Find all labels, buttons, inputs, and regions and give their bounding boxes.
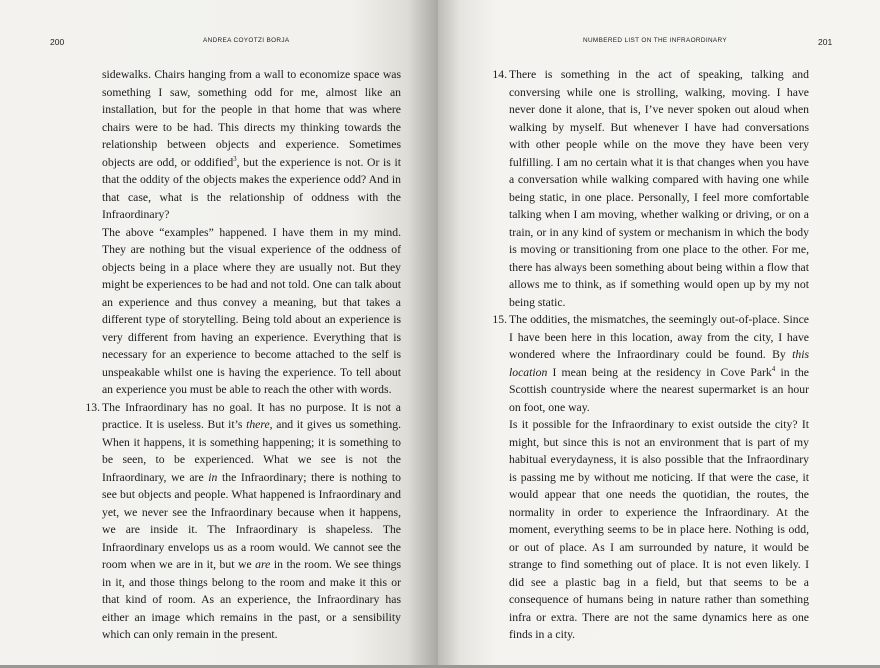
right-page-number: 201 <box>818 37 833 47</box>
list-item-14 <box>492 66 809 311</box>
right-page-body <box>492 66 809 644</box>
left-running-head: ANDREA COYOTZI BORJA <box>203 37 290 44</box>
list-number-15: 15. <box>492 313 507 326</box>
list-item-15 <box>492 311 809 644</box>
list-number-13: 13. <box>85 400 100 414</box>
footnote-ref-4: 4 <box>771 364 776 373</box>
list-item-15-paragraph-2: Is it possible for the Infraordinary to exist outside the city? It might, but since this is not an environment that is part of my habitual everydayness, it is also possible that the Infraordinary is passing me by without me noticing. If that were the case, it would appear that one needs the quotidian, the routes, the normality in order to experience the Infraordinary. At the moment, everything seems to be in place here. Nothing is odd, or out of place. As I am surrounded by nature, it would be strange to find something out of place. It is not even likely. I did see a plastic bag in a field, but that seems to be a consequence of humans being in nature rather than something infra or extra. There are not the same dynamics here as one finds in a city. <box>509 418 809 641</box>
left-page <box>0 0 438 668</box>
footnote-ref-3: 3 <box>233 154 237 163</box>
list-number-14: 14. <box>492 68 507 81</box>
paragraph-examples: The above “examples” happened. I have them in my mind. They are nothing but the visual experience of the oddness of objects being in a place where they are usually not. But they might be experiences to be had and not told. One can talk about an experience and thus convey a meaning, but that takes a different type of storytelling. Being told about an experience is very different from having an experience. Everything that is necessary for an experience to become attached to the self is unspeakable whilst one is having the experience. To tell about an experience you must be able to reach the other with words. <box>102 225 401 396</box>
right-running-head: NUMBERED LIST ON THE INFRAORDINARY <box>583 37 727 44</box>
list-item-13-text: The Infraordinary has no goal. It has no purpose. It is not a practice. It is useless. But it’s there, and it gives us something. When it happens, it is something happening; it is something to be seen, to be experienced. What we see is not the Infraordinary, we are in the Infraordinary; there is nothing to see but objects and people. What happened is Infraordinary and yet, we never see the Infraordinary because when it happens, we are inside it. The Infraordinary is shapeless. The Infraordinary envelops us as a room would. We cannot see the room when we are in it, but we are in the room. We see things in it, and those things belong to the room and make it this or that kind of room. As an experience, the Infraordinary has either an image which remains in the past, or a sensibility which can only remain in the present. <box>102 400 401 641</box>
list-item-15-text: The oddities, the mismatches, the seemingly out-of-place. Since I have been here in this location, away from the city, I have wondered where the Infraordinary could be found. By this location I mean being at the residency in Cove Park$^4$ in the Scottish countryside where the nearest supermarket is an hour on foot, one way. <box>509 313 809 414</box>
left-page-body <box>85 66 401 644</box>
list-item-14-text: There is something in the act of speaking, talking and conversing while one is strolling, walking, moving. I have never done it alone, that is, I’ve never spoken out aloud when walking by myself. But whenever I have had conversations with other people while on the move they have been very fulfilling. I am no certain what it is that changes when you have a conversation while walking compared with having one while being static, in one place. Personally, I feel more comfortable talking when I am moving, whether walking or driving, or on a train, or in any kind of system or mechanism in which the body is moving or transitioning from one place to the other. For me, there has always been something about being within a flow that allows me to think, as if something would open up by my not being static. <box>509 68 809 309</box>
paragraph-oddified: sidewalks. Chairs hanging from a wall to economize space was something I saw, something odd for me, almost like an installation, but for the people in that home that was where chairs were to be had. This directs my thinking towards the relationship between objects and experience. Sometimes objects are odd, or oddified$^3$, but the experience is not. Or is it that the oddity of the objects makes the experience odd? And in that case, what is the relationship of oddness with the Infraordinary? <box>102 68 401 221</box>
left-page-number: 200 <box>50 37 65 47</box>
list-item-13 <box>85 399 401 644</box>
right-page <box>438 0 880 668</box>
